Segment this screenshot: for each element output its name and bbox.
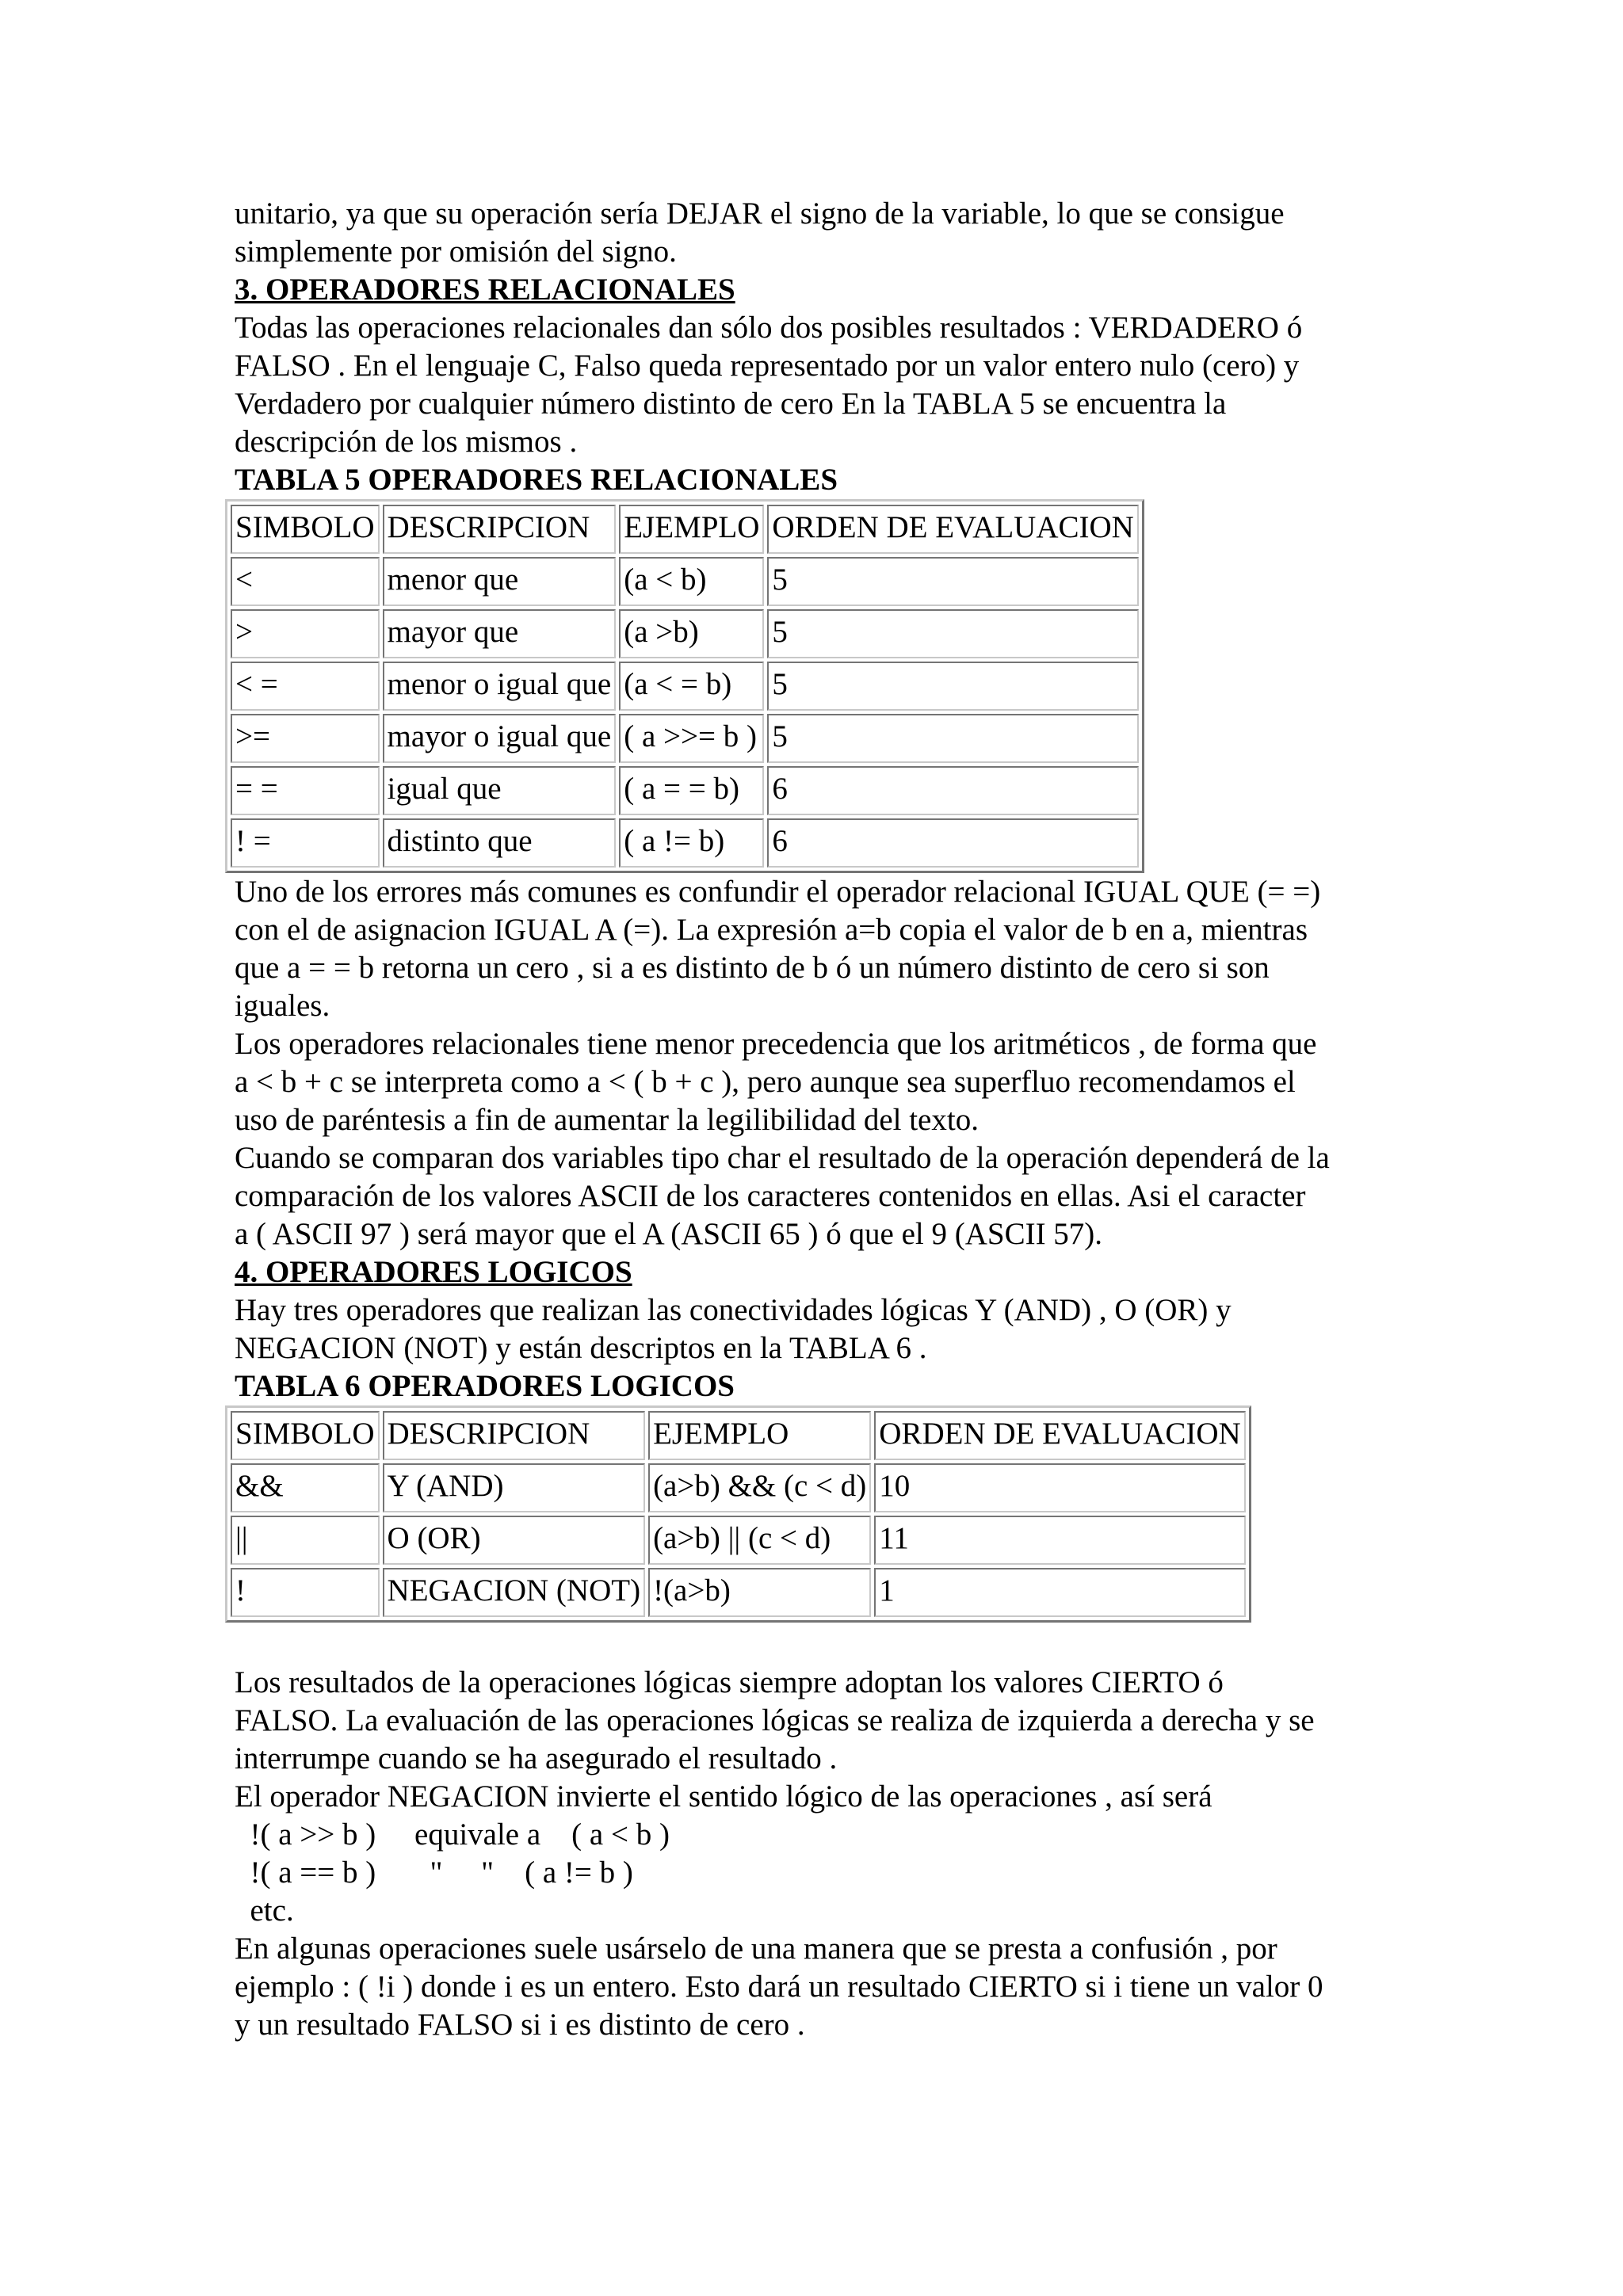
table-row [231, 1568, 1246, 1617]
text-line: FALSO . En el lenguaje C, Falso queda representado por un valor entero nulo (cero) y [235, 349, 1300, 383]
table-6-title: TABLA 6 OPERADORES LOGICOS [235, 1369, 735, 1403]
logic-results-paragraph [235, 1664, 1423, 1778]
table-row [231, 1516, 1246, 1565]
precedence-paragraph [235, 1025, 1423, 1139]
table-5 [225, 499, 1144, 873]
table-cell: (a < b) [619, 557, 764, 606]
table-row [231, 818, 1139, 868]
table-cell: 10 [874, 1463, 1245, 1512]
table-cell: menor que [383, 557, 617, 606]
text-line: FALSO. La evaluación de las operaciones lógicas se realiza de izquierda a derecha y se [235, 1703, 1315, 1737]
table-row [231, 609, 1139, 658]
table-cell: mayor o igual que [383, 714, 617, 763]
table-cell: (a>b) && (c < d) [648, 1463, 871, 1512]
code-line: !( a >> b ) equivale a ( a < b ) [235, 1817, 670, 1852]
code-example [235, 1816, 1423, 1930]
table-cell: < = [231, 662, 380, 711]
header-cell: DESCRIPCION [383, 1411, 646, 1460]
table-cell: = = [231, 766, 380, 815]
table-cell: O (OR) [383, 1516, 646, 1565]
table-cell: ( a = = b) [619, 766, 764, 815]
code-line: etc. [235, 1894, 294, 1928]
table-cell: 5 [767, 557, 1138, 606]
table-row [231, 766, 1139, 815]
table-cell: (a < = b) [619, 662, 764, 711]
table-cell: ! [231, 1568, 380, 1617]
table-header-row [231, 1411, 1246, 1460]
table-header-row [231, 505, 1139, 554]
table-row [231, 1463, 1246, 1512]
table-cell: distinto que [383, 818, 617, 868]
text-line: En algunas operaciones suele usárselo de una manera que se presta a confusión , por [235, 1932, 1277, 1966]
text-line: con el de asignacion IGUAL A (=). La expresión a=b copia el valor de b en a, mientras [235, 913, 1308, 947]
table-cell: || [231, 1516, 380, 1565]
table-row [231, 557, 1139, 606]
section-4-heading: 4. OPERADORES LOGICOS [235, 1255, 632, 1289]
table-cell: ! = [231, 818, 380, 868]
table-cell: Y (AND) [383, 1463, 646, 1512]
table-row [231, 714, 1139, 763]
header-cell: SIMBOLO [231, 1411, 380, 1460]
table-cell: > [231, 609, 380, 658]
spacer [235, 1623, 1423, 1664]
table-cell: 5 [767, 662, 1138, 711]
text-line: que a = = b retorna un cero , si a es distinto de b ó un número distinto de cero si son [235, 951, 1270, 985]
text-line: Cuando se comparan dos variables tipo char el resultado de la operación dependerá de la [235, 1141, 1330, 1175]
section-4-paragraph [235, 1291, 1423, 1367]
char-comparison-paragraph [235, 1139, 1423, 1253]
table-cell: && [231, 1463, 380, 1512]
text-line: NEGACION (NOT) y están descriptos en la TABLA 6 . [235, 1331, 927, 1365]
header-cell: DESCRIPCION [383, 505, 617, 554]
text-line: Hay tres operadores que realizan las conectividades lógicas Y (AND) , O (OR) y [235, 1293, 1232, 1327]
text-line: comparación de los valores ASCII de los caracteres contenidos en ellas. Asi el caracter [235, 1179, 1306, 1213]
table-5-title: TABLA 5 OPERADORES RELACIONALES [235, 463, 838, 497]
text-line: interrumpe cuando se ha asegurado el resultado . [235, 1741, 838, 1775]
table-row [231, 662, 1139, 711]
header-cell: SIMBOLO [231, 505, 380, 554]
header-cell: ORDEN DE EVALUACION [767, 505, 1138, 554]
text-line: descripción de los mismos . [235, 425, 578, 459]
table-cell: 1 [874, 1568, 1245, 1617]
table-cell: 5 [767, 609, 1138, 658]
text-line: Verdadero por cualquier número distinto de cero En la TABLA 5 se encuentra la [235, 387, 1227, 421]
text-line: unitario, ya que su operación sería DEJAR el signo de la variable, lo que se consigue [235, 196, 1285, 231]
text-line: simplemente por omisión del signo. [235, 235, 677, 269]
text-line: Los resultados de la operaciones lógicas siempre adoptan los valores CIERTO ó [235, 1665, 1224, 1699]
table-cell: (a >b) [619, 609, 764, 658]
table-cell: 6 [767, 766, 1138, 815]
intro-paragraph [235, 195, 1423, 271]
table-cell: !(a>b) [648, 1568, 871, 1617]
text-line: Los operadores relacionales tiene menor precedencia que los aritméticos , de forma que [235, 1027, 1317, 1061]
table-cell: menor o igual que [383, 662, 617, 711]
text-line: a < b + c se interpreta como a < ( b + c ), pero aunque sea superfluo recomendamos el [235, 1065, 1296, 1099]
text-line: uso de paréntesis a fin de aumentar la legilibilidad del texto. [235, 1103, 979, 1137]
table-cell: < [231, 557, 380, 606]
equality-paragraph [235, 873, 1423, 1025]
table-cell: ( a != b) [619, 818, 764, 868]
text-line: iguales. [235, 989, 330, 1023]
table-cell: 5 [767, 714, 1138, 763]
table-cell: 6 [767, 818, 1138, 868]
table-cell: ( a >>= b ) [619, 714, 764, 763]
table-cell: 11 [874, 1516, 1245, 1565]
section-3-paragraph [235, 309, 1423, 461]
code-line: !( a == b ) " " ( a != b ) [235, 1855, 633, 1890]
header-cell: ORDEN DE EVALUACION [874, 1411, 1245, 1460]
header-cell: EJEMPLO [648, 1411, 871, 1460]
table-cell: igual que [383, 766, 617, 815]
text-line: Todas las operaciones relacionales dan sólo dos posibles resultados : VERDADERO ó [235, 311, 1303, 345]
text-line: a ( ASCII 97 ) será mayor que el A (ASCII 65 ) ó que el 9 (ASCII 57). [235, 1217, 1103, 1251]
table-6 [225, 1405, 1251, 1623]
table-cell: NEGACION (NOT) [383, 1568, 646, 1617]
section-3-heading: 3. OPERADORES RELACIONALES [235, 273, 735, 307]
negation-paragraph: El operador NEGACION invierte el sentido lógico de las operaciones , así será [235, 1779, 1212, 1814]
text-line: Uno de los errores más comunes es confundir el operador relacional IGUAL QUE (= =) [235, 875, 1321, 909]
table-cell: >= [231, 714, 380, 763]
text-line: ejemplo : ( !i ) donde i es un entero. Esto dará un resultado CIERTO si i tiene un valor 0 [235, 1970, 1323, 2004]
document-page [235, 195, 1423, 2044]
text-line: y un resultado FALSO si i es distinto de cero . [235, 2008, 805, 2042]
confusion-paragraph [235, 1930, 1423, 2044]
table-cell: (a>b) || (c < d) [648, 1516, 871, 1565]
header-cell: EJEMPLO [619, 505, 764, 554]
table-cell: mayor que [383, 609, 617, 658]
